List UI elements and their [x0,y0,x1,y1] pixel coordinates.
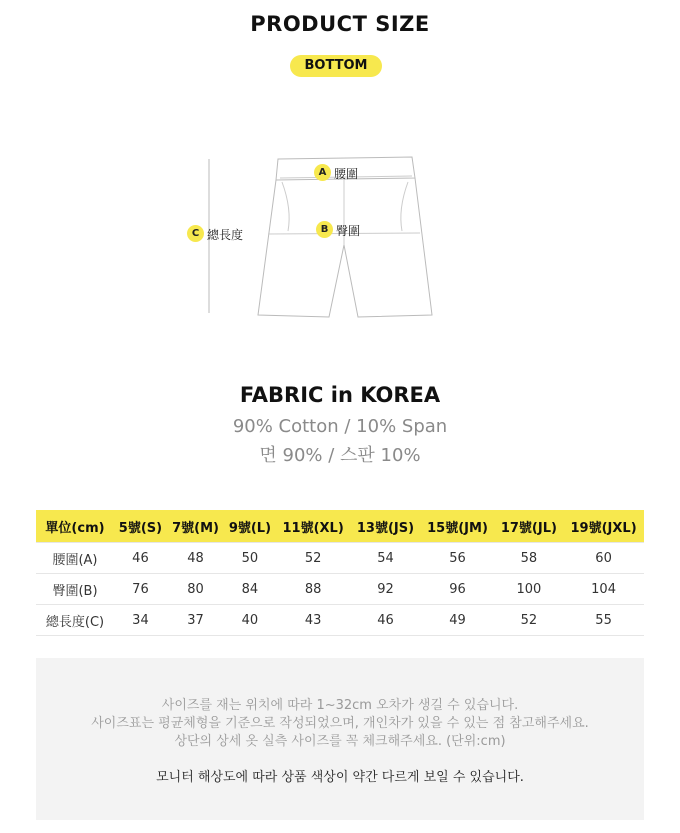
monitor-color-notice: 모니터 해상도에 따라 상품 색상이 약간 다르게 보일 수 있습니다. [156,770,524,785]
fabric-title: FABRIC in KOREA [239,383,441,407]
notice-line: 사이즈표는 평균체형을 기준으로 작성되었으며, 개인차가 있을 수 있는 점 참고해주세요. [91,716,589,731]
table-cell: 49 [420,605,494,636]
table-cell: 50 [224,543,276,574]
notice-line: 상단의 상세 옷 실측 사이즈를 꼭 체크해주세요. (단위:cm) [174,734,506,749]
category-pill: BOTTOM [290,55,382,77]
table-header-cell: 13號(JS) [351,510,421,543]
notice-line: 사이즈를 재는 위치에 따라 1~32cm 오차가 생길 수 있습니다. [161,698,519,713]
table-header-cell: 15號(JM) [420,510,494,543]
table-cell: 46 [114,543,167,574]
waist-badge: A [314,164,331,181]
table-cell: 84 [224,574,276,605]
table-cell: 52 [495,605,564,636]
table-cell: 37 [167,605,224,636]
row-label: 臀圍(B) [36,574,114,605]
size-table [36,510,644,636]
row-label: 總長度(C) [36,605,114,636]
row-label: 腰圍(A) [36,543,114,574]
page-title: PRODUCT SIZE [250,12,430,36]
hip-badge: B [316,221,333,238]
table-cell: 46 [351,605,421,636]
table-cell: 104 [563,574,644,605]
table-cell: 52 [276,543,351,574]
table-cell: 40 [224,605,276,636]
table-header-cell: 11號(XL) [276,510,351,543]
table-cell: 34 [114,605,167,636]
table-cell: 58 [495,543,564,574]
length-label: 總長度 [207,228,244,242]
table-cell: 56 [420,543,494,574]
table-cell: 100 [495,574,564,605]
table-cell: 55 [563,605,644,636]
table-cell: 80 [167,574,224,605]
table-row [36,605,644,636]
shorts-diagram [180,145,480,335]
hip-label: 臀圍 [336,224,361,238]
table-row [36,543,644,574]
notice-box [36,658,644,820]
table-cell: 96 [420,574,494,605]
fabric-composition-ko: 면 90% / 스판 10% [259,445,421,466]
table-header-cell: 9號(L) [224,510,276,543]
table-row [36,574,644,605]
table-cell: 54 [351,543,421,574]
length-badge: C [187,225,204,242]
table-header-row [36,510,644,543]
table-cell: 92 [351,574,421,605]
table-header-cell: 單位(cm) [36,510,114,543]
table-cell: 88 [276,574,351,605]
table-cell: 76 [114,574,167,605]
table-header-cell: 19號(JXL) [563,510,644,543]
table-header-cell: 7號(M) [167,510,224,543]
table-cell: 43 [276,605,351,636]
table-cell: 60 [563,543,644,574]
table-header-cell: 17號(JL) [495,510,564,543]
waist-label: 腰圍 [334,167,359,181]
fabric-composition-en: 90% Cotton / 10% Span [232,416,448,437]
table-cell: 48 [167,543,224,574]
table-header-cell: 5號(S) [114,510,167,543]
